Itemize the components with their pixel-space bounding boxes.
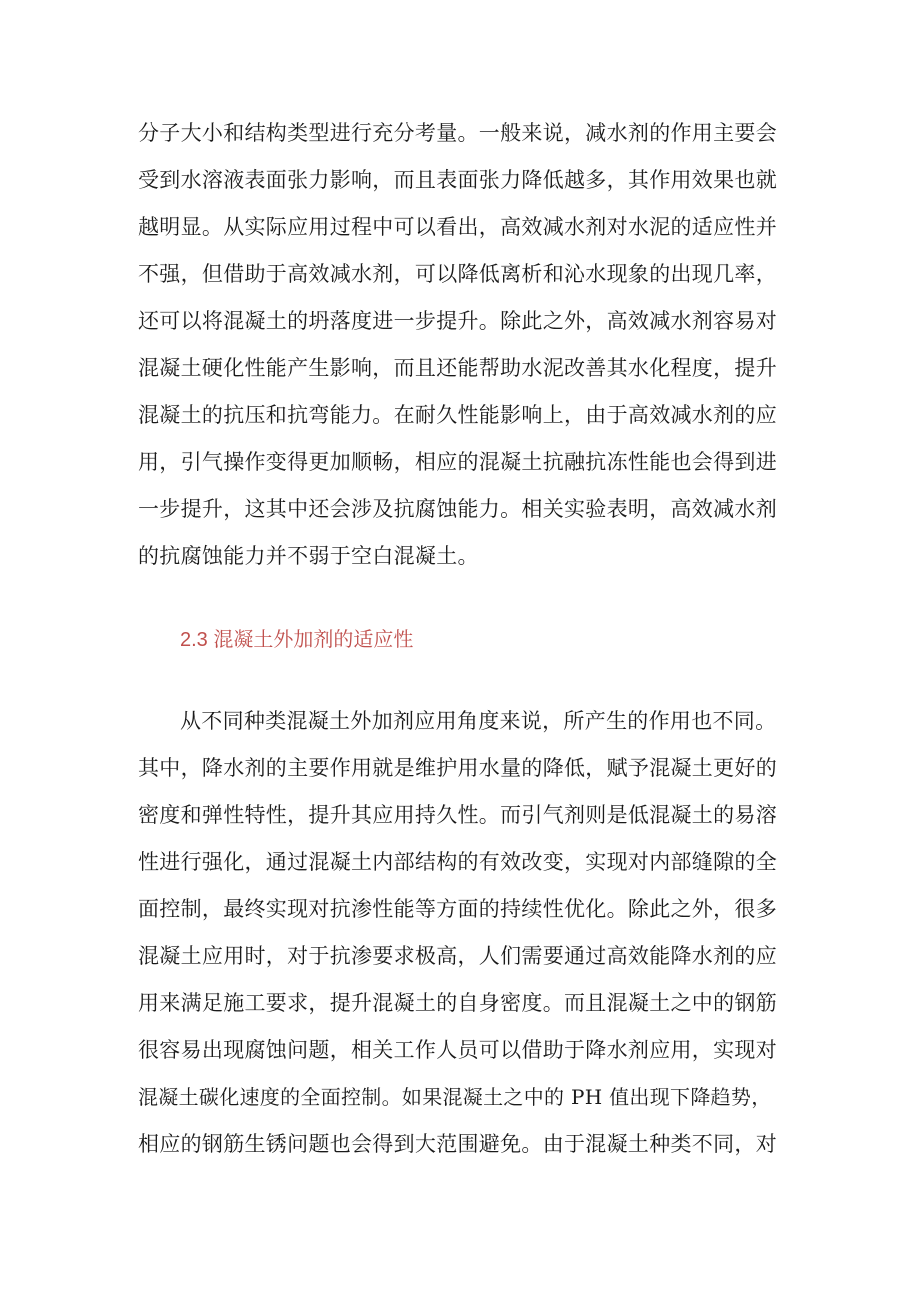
paragraph-line: 性进行强化，通过混凝土内部结构的有效改变，实现对内部缝隙的全: [138, 850, 777, 874]
paragraph-line: 从不同种类混凝土外加剂应用角度来说，所产生的作用也不同。: [180, 709, 777, 733]
paragraph-line: 受到水溶液表面张力影响，而且表面张力降低越多，其作用效果也就: [138, 168, 777, 192]
paragraph-line: 越明显。从实际应用过程中可以看出，高效减水剂对水泥的适应性并: [138, 215, 777, 239]
paragraph-line: 很容易出现腐蚀问题，相关工作人员可以借助于降水剂应用，实现对: [138, 1038, 777, 1062]
paragraph-line: 用来满足施工要求，提升混凝土的自身密度。而且混凝土之中的钢筋: [138, 991, 777, 1015]
paragraph-line: 面控制，最终实现对抗渗性能等方面的持续性优化。除此之外，很多: [138, 897, 777, 921]
paragraph-line: 密度和弹性特性，提升其应用持久性。而引气剂则是低混凝土的易溶: [138, 803, 777, 827]
paragraph-line: 混凝土碳化速度的全面控制。如果混凝土之中的 PH 值出现下降趋势，: [138, 1085, 772, 1109]
paragraph-line: 混凝土的抗压和抗弯能力。在耐久性能影响上，由于高效减水剂的应: [138, 403, 777, 427]
paragraph-line: 相应的钢筋生锈问题也会得到大范围避免。由于混凝土种类不同，对: [138, 1132, 777, 1156]
section-heading: 2.3 混凝土外加剂的适应性: [180, 629, 414, 651]
paragraph-line: 用，引气操作变得更加顺畅，相应的混凝土抗融抗冻性能也会得到进: [138, 450, 777, 474]
paragraph-line: 混凝土硬化性能产生影响，而且还能帮助水泥改善其水化程度，提升: [138, 356, 777, 380]
paragraph-line: 还可以将混凝土的坍落度进一步提升。除此之外，高效减水剂容易对: [138, 309, 777, 333]
paragraph-line: 分子大小和结构类型进行充分考量。一般来说，减水剂的作用主要会: [138, 121, 777, 145]
paragraph-line: 一步提升，这其中还会涉及抗腐蚀能力。相关实验表明，高效减水剂: [138, 497, 777, 521]
paragraph-line: 不强，但借助于高效减水剂，可以降低离析和沁水现象的出现几率，: [138, 262, 777, 286]
paragraph-line: 其中，降水剂的主要作用就是维护用水量的降低，赋予混凝土更好的: [138, 756, 777, 780]
paragraph-line: 的抗腐蚀能力并不弱于空白混凝土。: [138, 544, 479, 568]
paragraph-line: 混凝土应用时，对于抗渗要求极高，人们需要通过高效能降水剂的应: [138, 944, 777, 968]
